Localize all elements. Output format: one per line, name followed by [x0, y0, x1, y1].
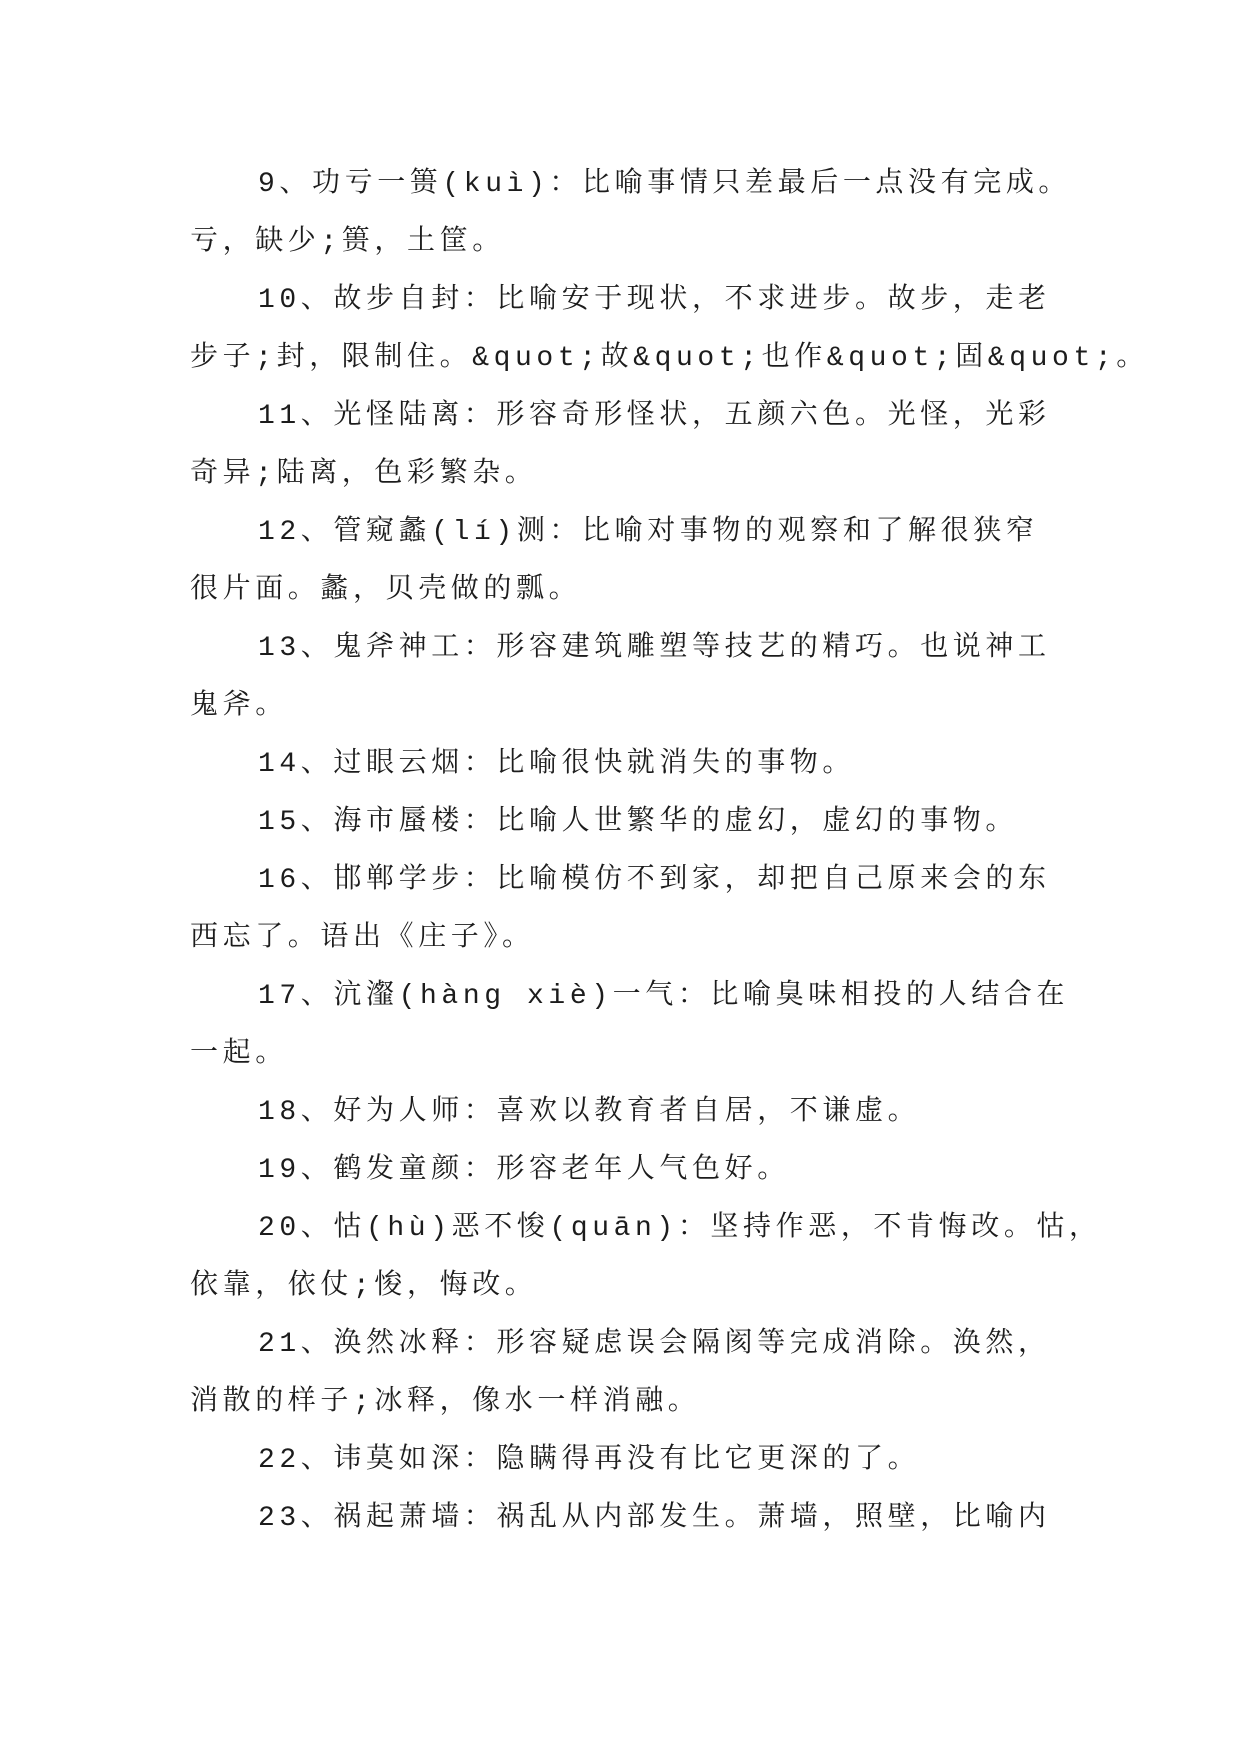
paragraph-line: 23、祸起萧墙：祸乱从内部发生。萧墙，照壁，比喻内	[258, 1503, 1051, 1534]
paragraph-line: 11、光怪陆离：形容奇形怪状，五颜六色。光怪，光彩	[258, 401, 1051, 432]
idiom-entry-22	[190, 1432, 1190, 1490]
paragraph-line: 13、鬼斧神工：形容建筑雕塑等技艺的精巧。也说神工	[258, 633, 1051, 664]
paragraph-line: 西忘了。语出《庄子》。	[190, 923, 535, 954]
idiom-entry-20	[190, 1200, 1190, 1316]
paragraph-line: 步子;封，限制住。&quot;故&quot;也作&quot;固&quot;。	[190, 343, 1149, 374]
paragraph-line: 21、涣然冰释：形容疑虑误会隔阂等完成消除。涣然，	[258, 1329, 1051, 1360]
paragraph-line: 12、管窥蠡(lí)测：比喻对事物的观察和了解很狭窄	[258, 517, 1039, 548]
idiom-entry-18	[190, 1084, 1190, 1142]
idiom-entry-12	[190, 504, 1190, 620]
paragraph-line: 10、故步自封：比喻安于现状，不求进步。故步，走老	[258, 285, 1051, 316]
paragraph-line: 22、讳莫如深：隐瞒得再没有比它更深的了。	[258, 1445, 921, 1476]
idiom-entry-13	[190, 620, 1190, 736]
paragraph-line: 依靠，依仗;悛，悔改。	[190, 1271, 538, 1302]
idiom-entry-17	[190, 968, 1190, 1084]
paragraph-line: 消散的样子;冰释，像水一样消融。	[190, 1387, 701, 1418]
idiom-entry-21	[190, 1316, 1190, 1432]
idiom-entry-15	[190, 794, 1190, 852]
paragraph-line: 很片面。蠡，贝壳做的瓢。	[190, 575, 582, 606]
idiom-entry-14	[190, 736, 1190, 794]
idiom-entry-10	[190, 272, 1190, 388]
paragraph-line: 16、邯郸学步：比喻模仿不到家，却把自己原来会的东	[258, 865, 1051, 896]
paragraph-line: 14、过眼云烟：比喻很快就消失的事物。	[258, 749, 856, 780]
paragraph-line: 20、怙(hù)恶不悛(quān)：坚持作恶，不肯悔改。怙，	[258, 1213, 1102, 1244]
paragraph-line: 19、鹤发童颜：形容老年人气色好。	[258, 1155, 790, 1186]
paragraph-line: 15、海市蜃楼：比喻人世繁华的虚幻，虚幻的事物。	[258, 807, 1019, 838]
paragraph-line: 9、功亏一篑(kuì)：比喻事情只差最后一点没有完成。	[258, 169, 1072, 200]
paragraph-line: 一起。	[190, 1039, 288, 1070]
idiom-entry-16	[190, 852, 1190, 968]
paragraph-line: 鬼斧。	[190, 691, 288, 722]
idiom-entry-23	[190, 1490, 1190, 1548]
idiom-entry-19	[190, 1142, 1190, 1200]
paragraph-line: 奇异;陆离，色彩繁杂。	[190, 459, 538, 490]
document-body	[190, 156, 1190, 1548]
paragraph-line: 18、好为人师：喜欢以教育者自居，不谦虚。	[258, 1097, 921, 1128]
idiom-entry-11	[190, 388, 1190, 504]
paragraph-line: 17、沆瀣(hàng xiè)一气：比喻臭味相投的人结合在	[258, 981, 1070, 1012]
paragraph-line: 亏，缺少;篑，土筐。	[190, 227, 505, 258]
idiom-entry-9	[190, 156, 1190, 272]
